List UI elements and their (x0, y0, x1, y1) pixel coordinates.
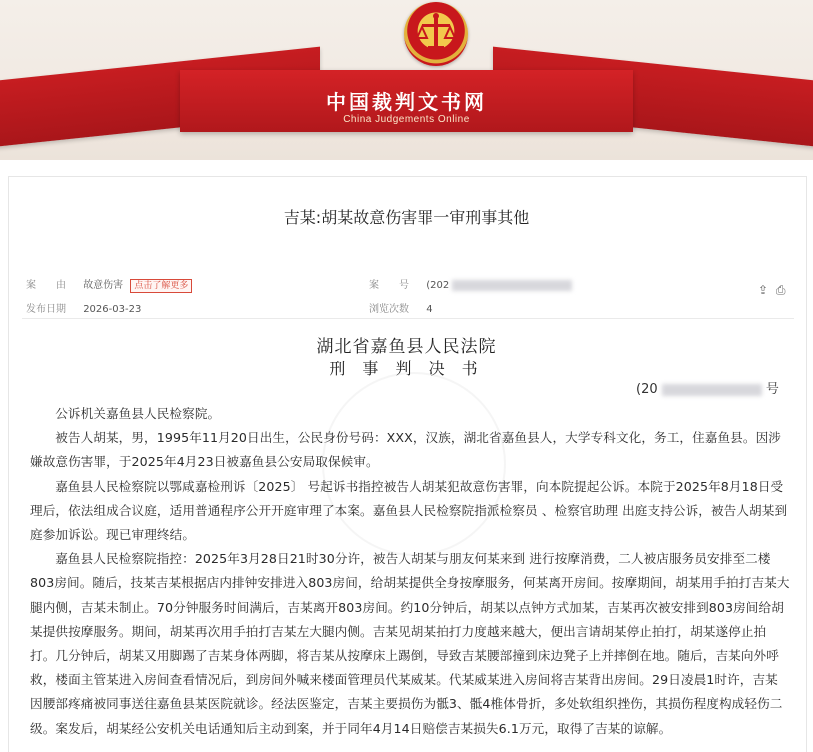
meta-views-label: 浏览次数 (369, 304, 409, 315)
document-title: 吉某:胡某故意伤害罪一审刑事其他 (283, 208, 530, 227)
share-icon[interactable]: ⇪ (758, 283, 769, 297)
redacted-block (662, 384, 762, 396)
paragraph: 嘉鱼县人民检察院指控：2025年3月28日21时30分许，被告人胡某与朋友何某来到 进行按摩消费，二人被店服务员安排至二楼803房间。随后，技某吉某根据店内排钟安排进入803房间，给胡某提供全身按摩服务，何某离开房间。按摩期间，胡某用手拍打吉某大腿内侧，吉某未制止。70分钟服务时间满后，吉某离开803房间。约10分钟后，胡某以点钟方式加某，吉某再次被安排到803房间给胡某提供按摩服务。期间，胡某再次用手拍打吉某左大腿内侧。吉某见胡某拍打力度越来越大，便出言请胡某停止拍打，胡某遂停止拍打。几分钟后，胡某又用脚踢了吉某身体两脚，将吉某从按摩床上踢倒，导致吉某腰部撞到床边凳子上并摔倒在地。随后，吉某向外呼救，楼面主管某进入房间查看情况后，到房间外喊来楼面管理员代某威某。代某威某进入房间将吉某背出房间。29日凌晨1时许，吉某因腰部疼痛被同事送往嘉鱼县某医院就诊。经法医鉴定，吉某主要损伤为骶3、骶4椎体骨折，多处软组织挫伤，其损伤程度构成轻伤二级。案发后，胡某经公安机关电话通知后主动到案，并于同年4月14日赔偿吉某损失6.1万元，取得了吉某的谅解。 (30, 551, 790, 736)
meta-divider (22, 318, 794, 319)
meta-cause (26, 276, 192, 293)
meta-views (369, 300, 433, 315)
meta-case-no-value: (202 (426, 280, 450, 291)
case-number-prefix: (20 (636, 382, 658, 397)
paragraph: 嘉鱼县人民检察院以鄂咸嘉检刑诉〔2025〕 号起诉书指控被告人胡某犯故意伤害罪，向本院提起公诉。本院于2025年8月18日受理后，依法组成合议庭，适用普通程序公开开庭审理了本案。嘉鱼县人民检察院指派检察员 、检察官助理 出庭支持公诉，被告人胡某到庭参加诉讼。现已审理终结。 (30, 478, 788, 543)
paragraph: 被告人胡某，男，1995年11月20日出生，公民身份号码：XXX，汉族，湖北省嘉鱼县人，大学专科文化，务工，住嘉鱼县。因涉嫌故意伤害罪，于2025年4月23日被嘉鱼县公安局取保候审。 (30, 430, 781, 470)
meta-cause-label: 案 由 (26, 280, 66, 291)
case-number (636, 378, 779, 397)
paragraph: 公诉机关嘉鱼县人民检察院。 (55, 406, 221, 421)
site-banner (0, 0, 813, 160)
document-body (30, 402, 790, 741)
meta-case-no-label: 案 号 (369, 280, 409, 291)
meta-views-value: 4 (426, 304, 433, 315)
site-name-cn[interactable]: 中国裁判文书网 (326, 90, 487, 114)
meta-publish-label: 发布日期 (26, 304, 66, 315)
meta-publish-date (26, 300, 141, 315)
verdict-title: 刑 事 判 决 书 (329, 359, 484, 378)
redacted-block (452, 280, 572, 291)
print-icon[interactable]: ⎙ (775, 283, 786, 297)
case-number-suffix: 号 (765, 382, 779, 397)
court-emblem-icon (404, 2, 468, 66)
site-name-en: China Judgements Online (343, 114, 470, 125)
doc-tools (758, 283, 790, 298)
meta-cause-value: 故意伤害 (83, 280, 124, 291)
cause-more-link[interactable]: 点击了解更多 (130, 279, 192, 293)
meta-publish-value: 2026-03-23 (83, 304, 142, 315)
meta-case-no (369, 276, 572, 291)
court-name: 湖北省嘉鱼县人民法院 (316, 337, 497, 357)
